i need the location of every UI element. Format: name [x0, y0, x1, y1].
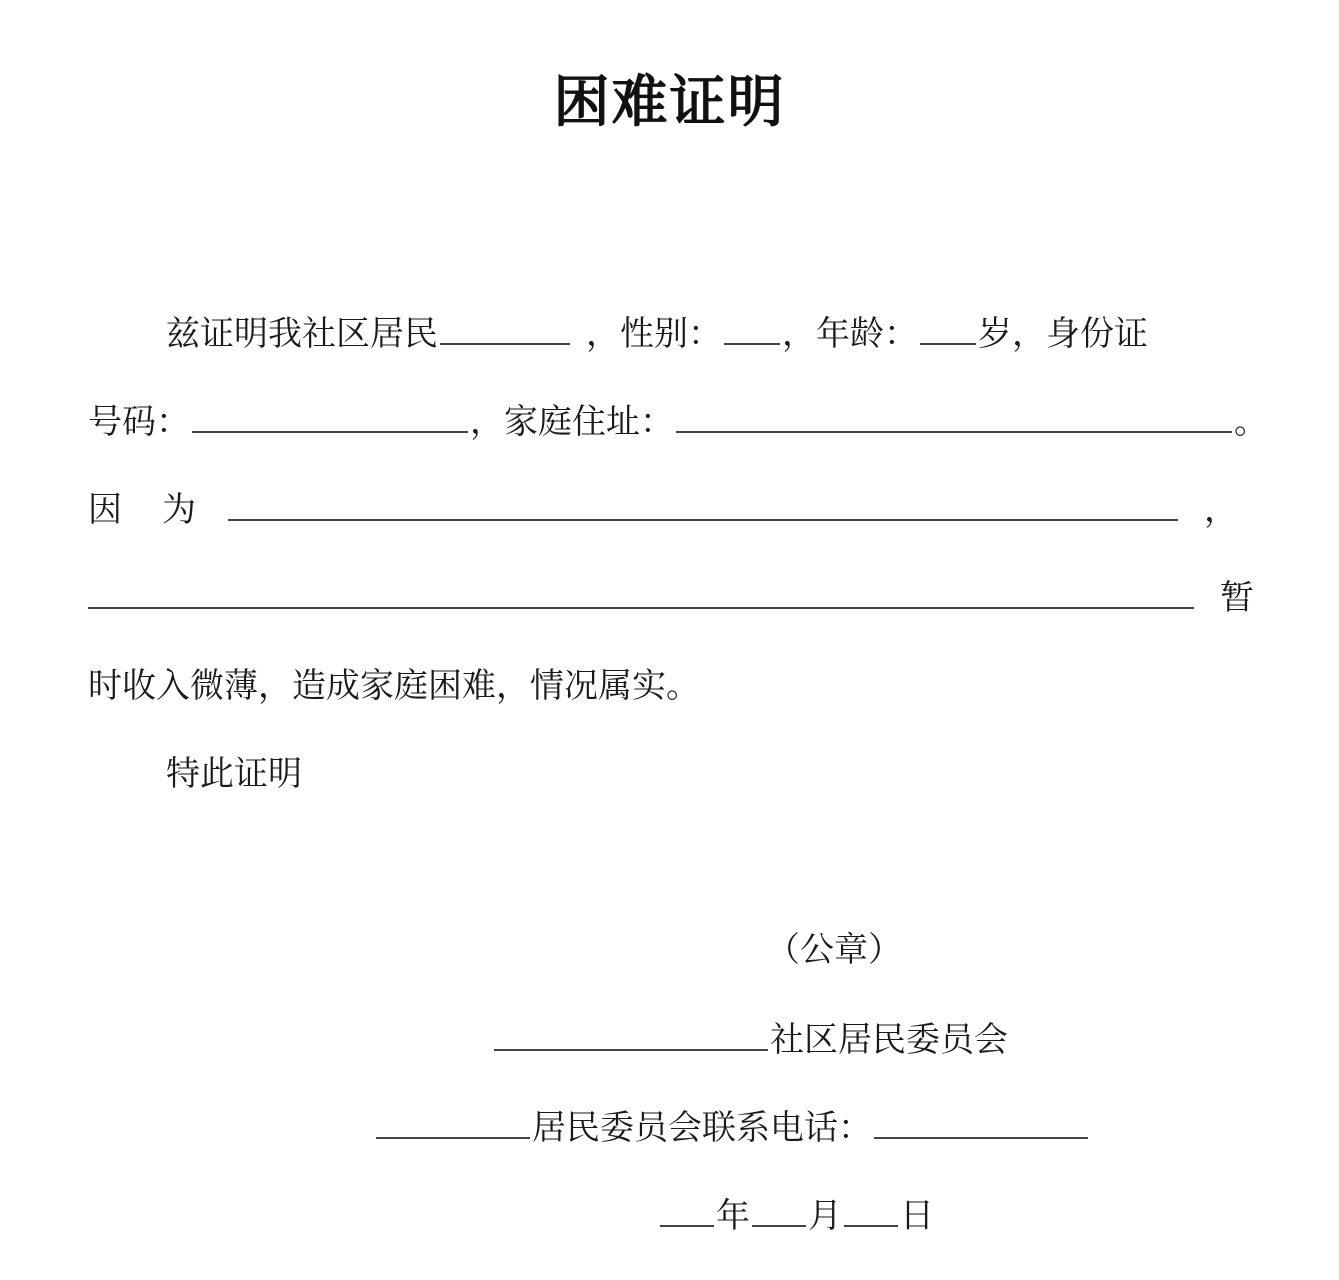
date-line: [660, 1194, 934, 1238]
id-number-label: 号码：: [88, 402, 190, 442]
body-line-4: [88, 576, 1254, 620]
day-label: 日: [900, 1196, 934, 1236]
body-line-2: [88, 400, 1268, 444]
gender-field[interactable]: [724, 313, 780, 345]
year-field[interactable]: [660, 1195, 714, 1227]
committee-label: 社区居民委员会: [770, 1020, 1008, 1060]
body-line-5: 时收入微薄，造成家庭困难，情况属实。: [88, 666, 700, 706]
address-label: ，家庭住址：: [470, 402, 674, 442]
document-title: 困难证明: [553, 69, 786, 135]
phone-field[interactable]: [874, 1107, 1088, 1139]
age-label: ，年龄：: [782, 314, 918, 354]
intro-text: 兹证明我社区居民: [166, 314, 438, 354]
committee-name-field[interactable]: [376, 1107, 530, 1139]
seal-label: （公章）: [766, 930, 902, 970]
community-name-field[interactable]: [494, 1019, 768, 1051]
because-char-2: 为: [162, 490, 196, 530]
age-field[interactable]: [920, 313, 976, 345]
day-field[interactable]: [844, 1195, 898, 1227]
id-number-field[interactable]: [192, 401, 468, 433]
line2-period: 。: [1234, 402, 1268, 442]
gender-label: ，性别：: [586, 314, 722, 354]
line3-comma: ，: [1204, 490, 1238, 530]
body-line-3: [88, 488, 1238, 532]
year-label: 年: [716, 1196, 750, 1236]
because-char-1: 因: [88, 490, 122, 530]
address-field[interactable]: [676, 401, 1232, 433]
resident-name-field[interactable]: [440, 313, 570, 345]
month-field[interactable]: [752, 1195, 806, 1227]
committee-line: [494, 1018, 1008, 1062]
reason-field-line2[interactable]: [88, 577, 1194, 609]
line4-end-char: 暂: [1220, 578, 1254, 618]
phone-label: 居民委员会联系电话：: [532, 1108, 872, 1148]
closing-text: 特此证明: [166, 754, 302, 794]
reason-field-line1[interactable]: [228, 489, 1178, 521]
age-unit-text: 岁，身份证: [978, 314, 1148, 354]
month-label: 月: [808, 1196, 842, 1236]
phone-line: [376, 1106, 1090, 1150]
body-line-1: [166, 312, 1148, 356]
